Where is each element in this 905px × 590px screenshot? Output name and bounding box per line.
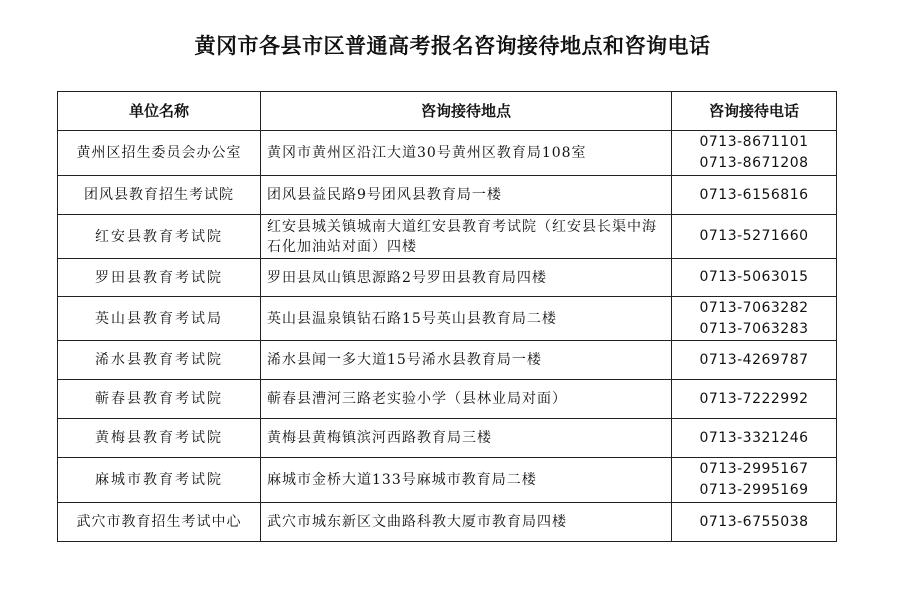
phone-number: 0713-6755038	[699, 513, 809, 530]
table-row	[58, 297, 837, 341]
table-row	[58, 215, 837, 259]
table-row	[58, 458, 837, 503]
phone-cell	[672, 380, 837, 419]
table-header-row	[58, 92, 837, 131]
table-row	[58, 259, 837, 297]
table-row	[58, 131, 837, 176]
phone-cell	[672, 131, 837, 176]
phone-number: 0713-7063283	[699, 320, 809, 337]
unit-cell: 英山县教育考试局	[58, 297, 261, 341]
address-cell: 红安县城关镇城南大道红安县教育考试院（红安县长渠中海石化加油站对面）四楼	[261, 215, 672, 259]
unit-cell: 浠水县教育考试院	[58, 341, 261, 380]
phone-cell	[672, 297, 837, 341]
table-row	[58, 380, 837, 419]
unit-cell: 麻城市教育考试院	[58, 458, 261, 503]
phone-number: 0713-7222992	[699, 390, 809, 407]
unit-cell: 团风县教育招生考试院	[58, 176, 261, 215]
unit-cell: 蕲春县教育考试院	[58, 380, 261, 419]
address-cell: 浠水县闻一多大道15号浠水县教育局一楼	[261, 341, 672, 380]
phone-number: 0713-4269787	[699, 351, 809, 368]
address-cell: 蕲春县漕河三路老实验小学（县林业局对面）	[261, 380, 672, 419]
contact-table	[57, 91, 837, 542]
address-cell: 罗田县凤山镇思源路2号罗田县教育局四楼	[261, 259, 672, 297]
phone-cell	[672, 419, 837, 458]
unit-cell: 罗田县教育考试院	[58, 259, 261, 297]
phone-number: 0713-7063282	[699, 299, 809, 316]
unit-cell: 黄州区招生委员会办公室	[58, 131, 261, 176]
header-phone: 咨询接待电话	[672, 92, 837, 131]
page-title: 黄冈市各县市区普通高考报名咨询接待地点和咨询电话	[194, 33, 711, 58]
address-cell: 武穴市城东新区文曲路科教大厦市教育局四楼	[261, 503, 672, 542]
header-address: 咨询接待地点	[261, 92, 672, 131]
unit-cell: 红安县教育考试院	[58, 215, 261, 259]
table-row	[58, 503, 837, 542]
address-cell: 团风县益民路9号团风县教育局一楼	[261, 176, 672, 215]
phone-number: 0713-5271660	[699, 228, 809, 244]
phone-number: 0713-2995167	[699, 461, 809, 477]
phone-cell	[672, 259, 837, 297]
header-unit: 单位名称	[58, 92, 261, 131]
unit-cell: 武穴市教育招生考试中心	[58, 503, 261, 542]
phone-cell	[672, 341, 837, 380]
address-cell: 英山县温泉镇钻石路15号英山县教育局二楼	[261, 297, 672, 341]
unit-cell: 黄梅县教育考试院	[58, 419, 261, 458]
address-cell: 麻城市金桥大道133号麻城市教育局二楼	[261, 458, 672, 503]
table-row	[58, 176, 837, 215]
phone-number: 0713-8671208	[699, 155, 809, 171]
table-row	[58, 341, 837, 380]
phone-cell	[672, 176, 837, 215]
phone-number: 0713-6156816	[699, 186, 809, 203]
phone-number: 0713-5063015	[699, 269, 809, 285]
phone-number: 0713-3321246	[699, 429, 809, 446]
phone-cell	[672, 458, 837, 503]
address-cell: 黄梅县黄梅镇滨河西路教育局三楼	[261, 419, 672, 458]
phone-number: 0713-2995169	[699, 482, 809, 498]
table-row	[58, 419, 837, 458]
phone-cell	[672, 215, 837, 259]
phone-number: 0713-8671101	[699, 134, 809, 150]
address-cell: 黄冈市黄州区沿江大道30号黄州区教育局108室	[261, 131, 672, 176]
phone-cell	[672, 503, 837, 542]
